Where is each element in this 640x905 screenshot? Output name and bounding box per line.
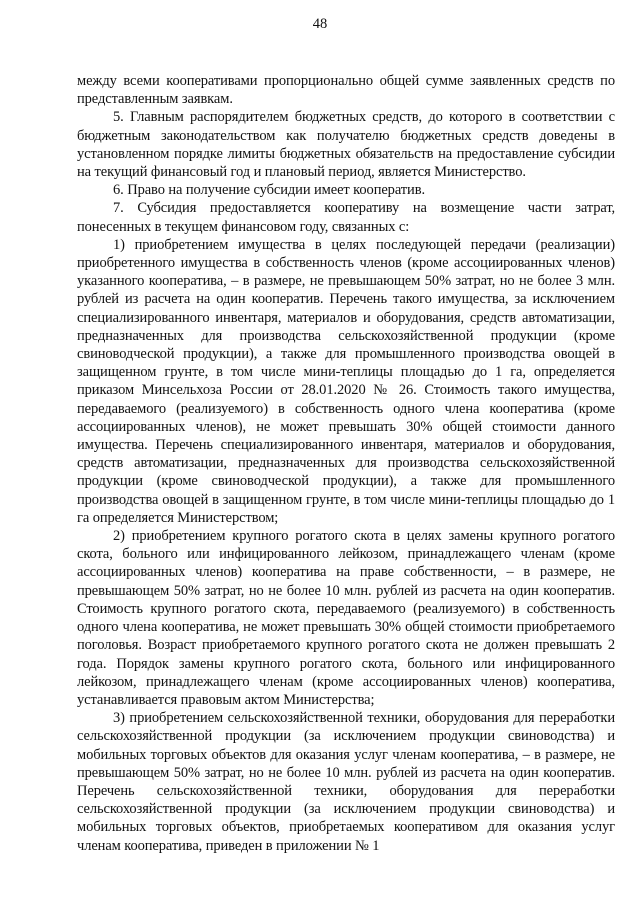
paragraph-5: 5. Главным распорядителем бюджетных средств, до которого в соответствии с бюджетным законодательством как получателю бюджетных средств доведены в установленном порядке лимиты бюджетных обязательств на предоставление субсидии на текущий финансовый год и плановый период, является Министерство. bbox=[77, 109, 615, 181]
paragraph-7-item-3: 3) приобретением сельскохозяйственной техники, оборудования для переработки сельскохозяйственной продукции (за исключением продукции свиноводства) и мобильных торговых объектов для оказания услуг членам кооператива, – в размере, не превышающем 50% затрат, но не более 10 млн. рублей из расчета на один кооператив. Перечень сельскохозяйственной техники, оборудования для переработки сельскохозяйственной продукции (за исключением продукции свиноводства) и мобильных торговых объектов, приобретаемых кооперативом для оказания услуг членам кооператива, приведен в приложении № 1 bbox=[77, 710, 615, 854]
paragraph-7-item-2: 2) приобретением крупного рогатого скота в целях замены крупного рогатого скота, больного или инфицированного лейкозом, принадлежащего членам (кроме ассоциированных членов) кооператива на праве собственности, – в размере, не превышающем 50% затрат, но не более 10 млн. рублей из расчета на один кооператив. Стоимость крупного рогатого скота, передаваемого (реализуемого) в собственность одного члена кооператива, не может превышать 30% общей стоимости приобретаемого поголовья. Возраст приобретаемого крупного рогатого скота не должен превышать 2 года. Порядок замены крупного рогатого скота, больного или инфицированного лейкозом, принадлежащего членам (кроме ассоциированных членов) кооператива, устанавливается правовым актом Министерства; bbox=[77, 528, 615, 708]
paragraph-6: 6. Право на получение субсидии имеет кооператив. bbox=[113, 182, 425, 199]
paragraph-7-item-1: 1) приобретением имущества в целях последующей передачи (реализации) приобретенного имущества в собственность членов (кроме ассоциированных членов) указанного кооператива, – в размере, не превышающем 50% затрат, но не более 3 млн. рублей из расчета на один кооператив. Перечень такого имущества, за исключением специализированного инвентаря, материалов и оборудования, средств автоматизации, предназначенных для производства сельскохозяйственной продукции (кроме свиноводческой продукции), а также для промышленного производства овощей в защищенном грунте, в том числе мини-теплицы площадью до 1 га, определяется приказом Минсельхоза России от 28.01.2020 № 26. Стоимость такого имущества, передаваемого (реализуемого) в собственность одного члена кооператива (кроме ассоциированных членов), не может превышать 30% общей стоимости данного имущества. Перечень специализированного инвентаря, материалов и оборудования, средств автоматизации, предназначенных для производства сельскохозяйственной продукции (кроме свиноводческой продукции), а также для промышленного производства овощей в защищенном грунте, в том числе мини-теплицы площадью до 1 га определяется Министерством; bbox=[77, 236, 615, 526]
document-body bbox=[77, 72, 615, 855]
page-number: 48 bbox=[312, 16, 328, 32]
paragraph-7: 7. Субсидия предоставляется кооперативу на возмещение части затрат, понесенных в текущем финансовом году, связанных с: bbox=[77, 200, 615, 235]
paragraph-continuation: между всеми кооперативами пропорционально общей сумме заявленных средств по представленным заявкам. bbox=[77, 73, 615, 108]
